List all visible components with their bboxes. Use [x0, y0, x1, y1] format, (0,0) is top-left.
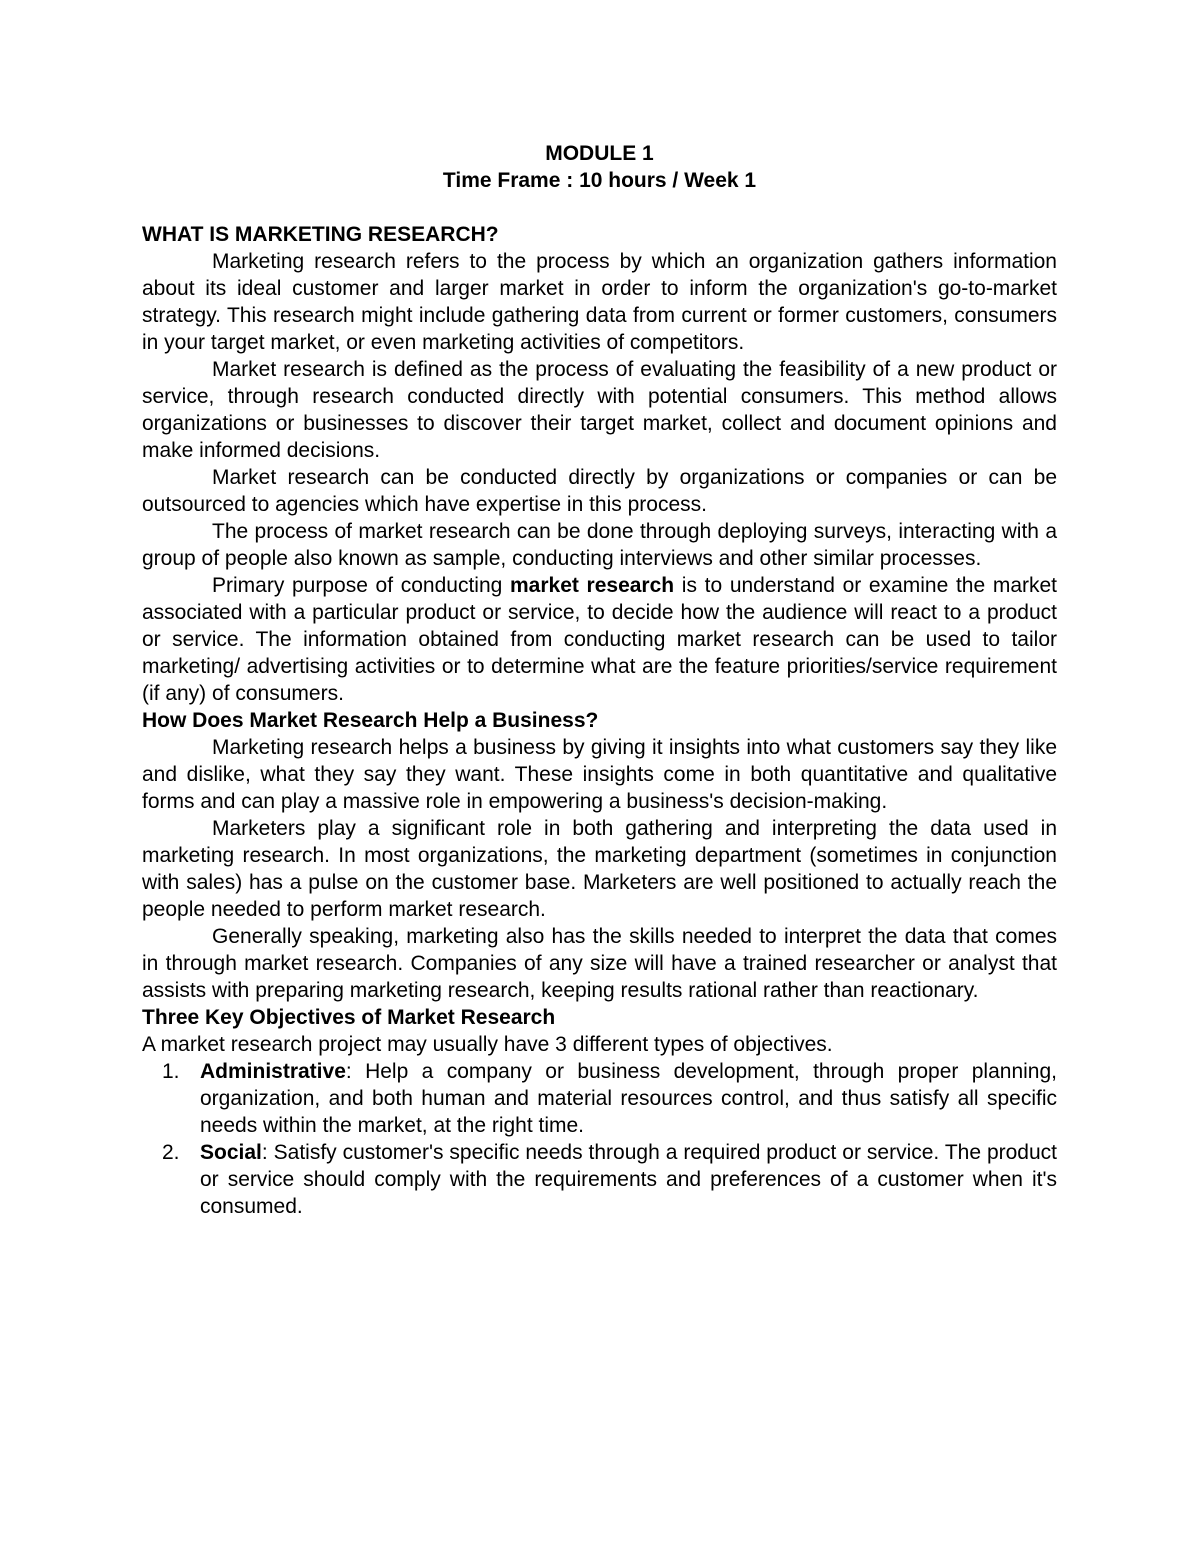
list-term: Administrative: [200, 1060, 346, 1083]
list-number: 2.: [162, 1141, 180, 1164]
spacer: [142, 194, 1057, 221]
paragraph: Marketers play a significant role in both gathering and interpreting the data used in marketing research. In most organizations, the marketing department (sometimes in conjunction with sales) has a pulse on the customer base. Marketers are well positioned to actually reach the people needed to perform market research.: [142, 817, 1057, 921]
paragraph: [142, 572, 1057, 707]
document-page: [142, 140, 1057, 1220]
objectives-list: [142, 1058, 1057, 1220]
bold-term: market research: [510, 574, 675, 597]
paragraph: Market research can be conducted directly by organizations or companies or can be outsourced to agencies which have expertise in this process.: [142, 466, 1057, 516]
list-item: [142, 1139, 1057, 1220]
module-title: MODULE 1: [545, 142, 654, 165]
paragraph: Marketing research refers to the process by which an organization gathers information about its ideal customer and larger market in order to inform the organization's go-to-market strategy. This research might include gathering data from current or former customers, consumers in your target market, or even marketing activities of competitors.: [142, 250, 1057, 354]
paragraph-text: Primary purpose of conducting: [212, 574, 510, 597]
list-text: : Help a company or business development, through proper planning, organization, and both human and material resources control, and thus satisfy all specific needs within the market, at the right time.: [200, 1060, 1057, 1137]
list-number: 1.: [162, 1060, 180, 1083]
paragraph: A market research project may usually have 3 different types of objectives.: [142, 1033, 833, 1056]
paragraph: Generally speaking, marketing also has the skills needed to interpret the data that comes in through market research. Companies of any size will have a trained researcher or analyst that assists with preparing marketing research, keeping results rational rather than reactionary.: [142, 925, 1057, 1002]
list-text: : Satisfy customer's specific needs through a required product or service. The product or service should comply with the requirements and preferences of a customer when it's consumed.: [200, 1141, 1057, 1218]
time-frame: Time Frame : 10 hours / Week 1: [442, 169, 757, 192]
paragraph: Marketing research helps a business by giving it insights into what customers say they like and dislike, what they say they want. These insights come in both quantitative and qualitative forms and can play a massive role in empowering a business's decision-making.: [142, 736, 1057, 813]
list-item: [142, 1058, 1057, 1139]
list-term: Social: [200, 1141, 262, 1164]
paragraph-text: is to understand or examine the market associated with a particular product or service, to decide how the audience will react to a product or service. The information obtained from conducting market research can be used to tailor marketing/ advertising activities or to determine what are the feature priorities/service requirement (if any) of consumers.: [142, 574, 1057, 705]
section-heading-three-key-objectives: Three Key Objectives of Market Research: [142, 1006, 556, 1029]
section-heading-what-is-marketing-research: WHAT IS MARKETING RESEARCH?: [142, 223, 499, 246]
paragraph: Market research is defined as the process of evaluating the feasibility of a new product or service, through research conducted directly with potential consumers. This method allows organizations or businesses to discover their target market, collect and document opinions and make informed decisions.: [142, 358, 1057, 462]
section-heading-how-does-market-research-help: How Does Market Research Help a Business?: [142, 709, 599, 732]
paragraph: The process of market research can be done through deploying surveys, interacting with a group of people also known as sample, conducting interviews and other similar processes.: [142, 520, 1057, 570]
